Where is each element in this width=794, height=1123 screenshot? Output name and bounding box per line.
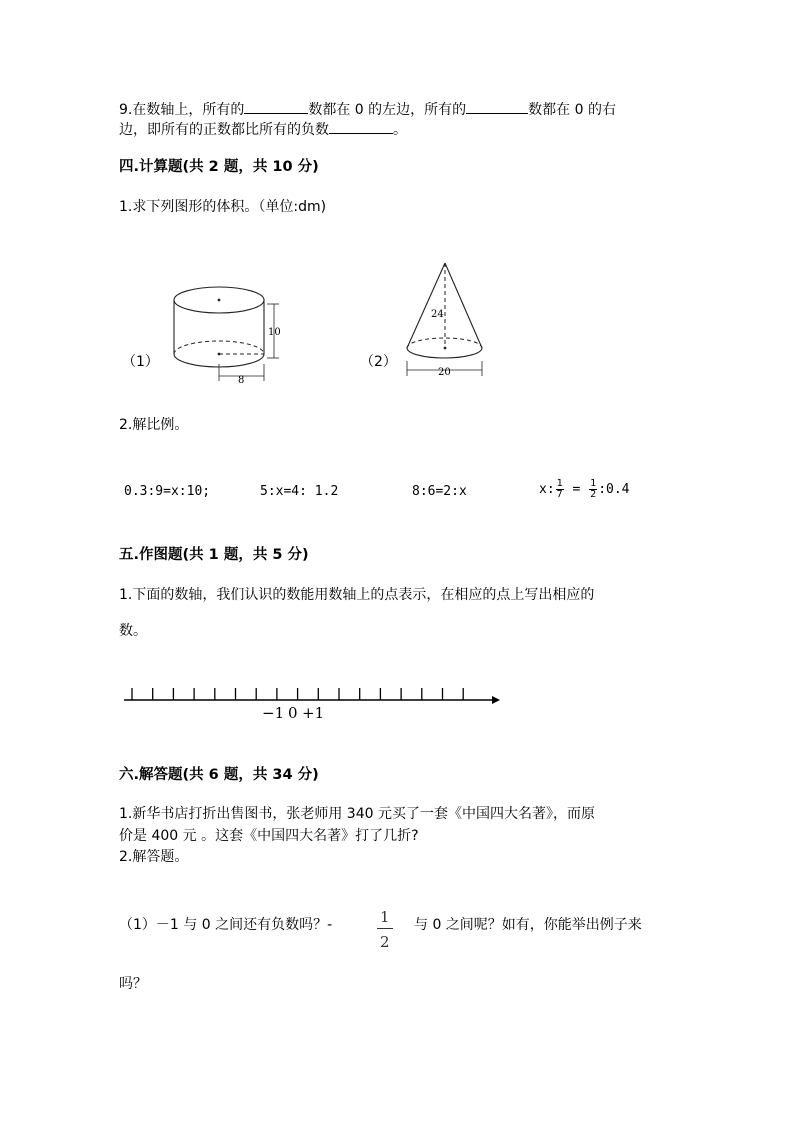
answer-blank[interactable] (466, 99, 528, 114)
question-text: 价是 400 元 。这套《中国四大名著》打了几折? (119, 828, 419, 844)
cylinder-figure (165, 280, 290, 385)
section-heading: 六.解答题(共 6 题，共 34 分) (119, 767, 319, 783)
answer-blank[interactable] (329, 119, 393, 134)
section-heading: 四.计算题(共 2 题，共 10 分) (119, 159, 319, 175)
figure-label: （2） (360, 354, 397, 370)
q9-text: 数都在 0 的右 (528, 102, 616, 118)
question-text: 2.解答题。 (119, 849, 189, 865)
number-line[interactable] (120, 680, 505, 725)
question-text: 1.求下列图形的体积。（单位:dm) (119, 199, 327, 215)
fraction-denominator: 2 (380, 933, 390, 951)
sub-question-text: 与 0 之间呢？如有，你能举出例子来 (414, 917, 642, 933)
fraction-denominator: 2 (590, 489, 597, 500)
cone-center (444, 347, 447, 350)
cone-figure (398, 258, 490, 380)
proportion-text: x: (539, 482, 555, 497)
fraction-half (377, 908, 393, 951)
cylinder-center-top (218, 299, 221, 302)
fraction-denominator: 7 (556, 489, 563, 500)
fraction-numerator: 1 (377, 908, 393, 929)
q9-line1 (119, 99, 616, 119)
proportion-text: = (564, 482, 589, 497)
sub-question-text: （1）－1 与 0 之间还有负数吗？- (119, 917, 333, 933)
question-text: 数。 (119, 623, 147, 639)
proportion-2: 5:x=4: 1.2 (260, 484, 339, 499)
q9-line2 (119, 119, 407, 139)
fraction (556, 479, 564, 500)
radius-label: 8 (238, 375, 245, 385)
height-label: 10 (268, 327, 281, 338)
q9-text: 边，即所有的正数都比所有的负数 (119, 122, 329, 138)
proportion-4 (539, 479, 630, 500)
cone-base-front (407, 348, 482, 358)
fraction (589, 479, 597, 500)
cone-side-left (407, 263, 445, 348)
q9-text: 9.在数轴上，所有的 (119, 102, 245, 118)
cylinder-center-bottom (218, 353, 221, 356)
cone-height-label: 24 (431, 309, 444, 320)
q9-text: 数都在 0 的左边，所有的 (308, 102, 467, 118)
axis-label-plus-one: +1 (302, 704, 325, 722)
proportion-1: 0.3:9=x:10; (124, 484, 211, 499)
question-text: 1.新华书店打折出售图书，张老师用 340 元买了一套《中国四大名著》，而原 (119, 806, 595, 822)
axis-label-minus-one: −1 (262, 704, 285, 722)
question-text: 2.解比例。 (119, 417, 189, 433)
axis-label-zero: 0 (288, 704, 298, 722)
sub-question-text: 吗？ (119, 976, 147, 992)
proportion-3: 8:6=2:x (412, 484, 467, 499)
fraction-numerator: 1 (556, 478, 563, 489)
q9-text: 。 (393, 122, 407, 138)
cylinder-bottom-back (174, 341, 264, 354)
proportion-text: :0.4 (598, 482, 630, 497)
question-text: 1.下面的数轴，我们认识的数能用数轴上的点表示，在相应的点上写出相应的 (119, 587, 595, 603)
cone-diameter-label: 20 (438, 367, 451, 378)
figure-label: （1） (122, 354, 159, 370)
answer-blank[interactable] (244, 99, 308, 114)
fraction-numerator: 1 (590, 478, 597, 489)
cone-side-right (445, 263, 482, 348)
section-heading: 五.作图题(共 1 题，共 5 分) (119, 547, 309, 563)
arrow-icon (492, 696, 500, 704)
